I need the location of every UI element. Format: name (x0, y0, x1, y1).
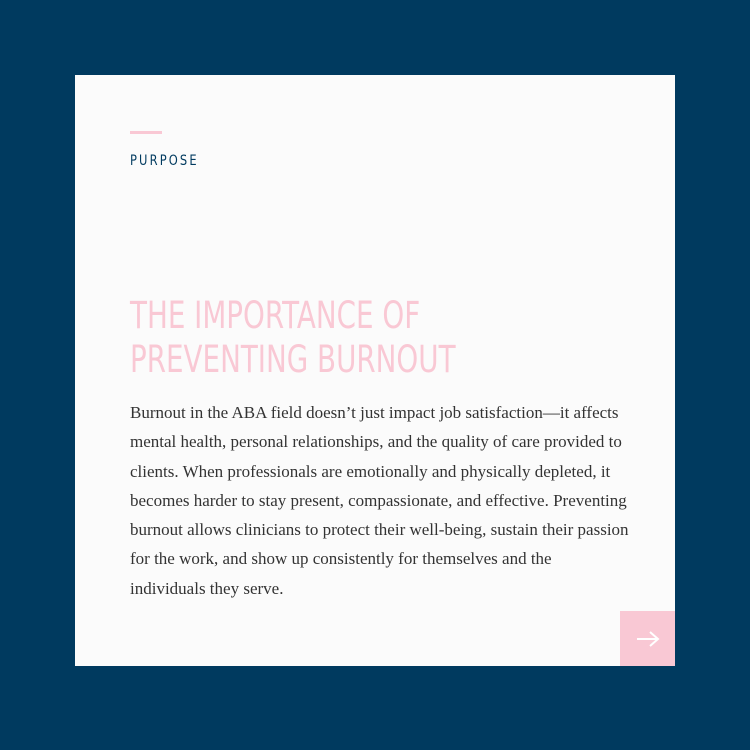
arrow-right-icon (635, 629, 661, 649)
body-paragraph: Burnout in the ABA field doesn’t just impact job satisfaction—it affects mental health, personal relationships, and the quality of care provided to clients. When professionals are emotionally and physically depleted, it becomes harder to stay present, compassionate, and effective. Preventing burnout allows clinicians to protect their well-being, sustain their passion for the work, and show up consistently for themselves and the individuals they serve. (130, 403, 629, 598)
next-button[interactable] (620, 611, 675, 666)
section-eyebrow: PURPOSE (130, 153, 199, 169)
headline (130, 294, 475, 382)
headline-line-1: THE IMPORTANCE OF (130, 294, 421, 337)
headline-line-2: PREVENTING BURNOUT (130, 338, 456, 381)
accent-divider (130, 131, 162, 134)
content-card (75, 75, 675, 666)
